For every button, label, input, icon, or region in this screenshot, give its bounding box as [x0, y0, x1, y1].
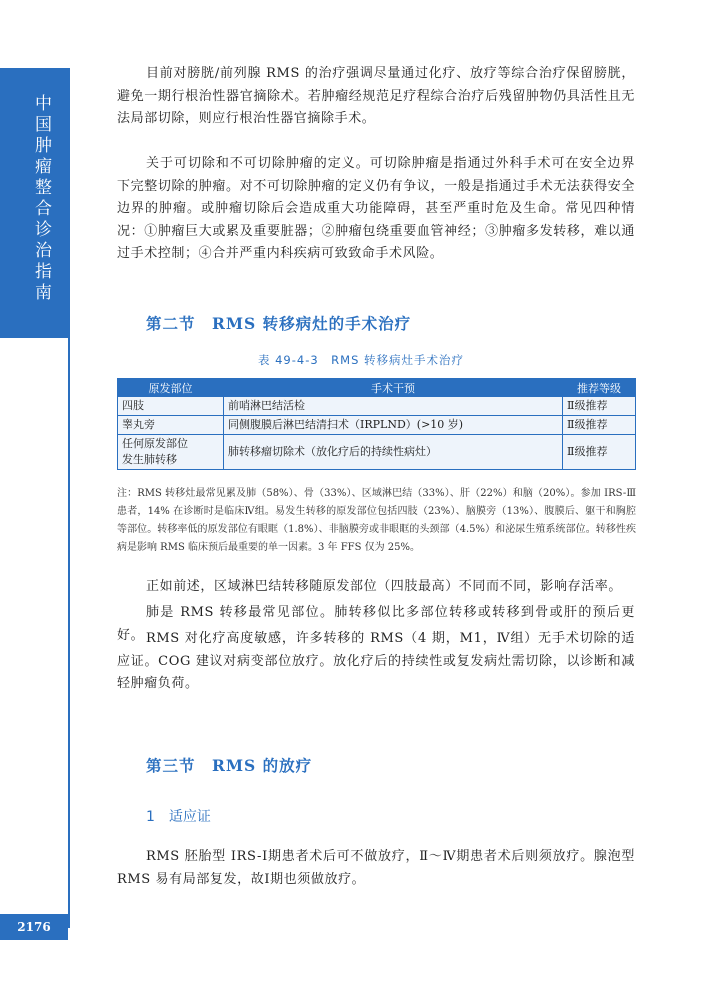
cell-level: Ⅱ级推荐 — [563, 416, 636, 435]
cell-site: 任何原发部位 发生肺转移 — [118, 435, 224, 470]
cell-site: 睾丸旁 — [118, 416, 224, 435]
table-note: 注：RMS 转移灶最常见累及肺（58%）、骨（33%）、区域淋巴结（33%）、肝（22%）和脑（20%）。参加 IRS-Ⅲ患者，14% 在诊断时是临床Ⅳ组。易发生转移的原发部位包括四肢（23%）、脑膜旁（13%）、腹膜后、躯干和胸腔等部位。转移率低的原发部位有眼眶（1.8%）、非脑膜旁或非眼眶的头颈部（4.5%）和泌尿生殖系统部位。转移性疾病是影响 RMS 临床预后最重要的单一因素。3 年 FFS 仅为 25%。 — [117, 488, 636, 553]
metastasis-surgery-table — [117, 378, 636, 470]
paragraph-3: 正如前述，区域淋巴结转移随原发部位（四肢最高）不同而不同，影响存活率。 — [146, 579, 623, 594]
paragraph-6: RMS 胚胎型 IRS-Ⅰ期患者术后可不做放疗，Ⅱ～Ⅳ期患者术后则须放疗。腺泡型 RMS 易有局部复发，故Ⅰ期也须做放疗。 — [117, 849, 635, 887]
paragraph-4: 肺是 RMS 转移最常见部位。肺转移似比多部位转移或转移到骨或肝的预后更好。 — [117, 605, 635, 643]
section-2-heading: 第二节 RMS 转移病灶的手术治疗 — [146, 314, 412, 333]
subsection-indications-heading: 1 适应证 — [146, 809, 211, 825]
paragraph-1: 目前对膀胱/前列腺 RMS 的治疗强调尽量通过化疗、放疗等综合治疗保留膀胱，避免一期行根治性器官摘除术。若肿瘤经规范足疗程综合治疗后残留肿物仍具活性且无法局部切除，则应行根治性器官摘除手术。 — [117, 66, 635, 126]
header-recommendation-level: 推荐等级 — [563, 379, 636, 397]
table-row — [118, 435, 636, 470]
margin-rule — [68, 68, 70, 928]
table-row — [118, 397, 636, 416]
section-3-heading: 第三节 RMS 的放疗 — [146, 756, 313, 775]
cell-intervention: 前哨淋巴结活检 — [224, 397, 563, 416]
header-surgical-intervention: 手术干预 — [224, 379, 563, 397]
sidebar-book-title: 中国肿瘤整合诊治指南 — [31, 94, 51, 304]
table-caption: 表 49-4-3 RMS 转移病灶手术治疗 — [257, 353, 465, 367]
cell-intervention: 肺转移瘤切除术（放化疗后的持续性病灶） — [224, 435, 563, 470]
header-primary-site: 原发部位 — [118, 379, 224, 397]
cell-intervention: 同侧腹膜后淋巴结清扫术（IRPLND）(>10 岁) — [224, 416, 563, 435]
table-header-row — [118, 379, 636, 397]
paragraph-5: RMS 对化疗高度敏感，许多转移的 RMS（4 期，M1，Ⅳ组）无手术切除的适应证。COG 建议对病变部位放疗。放化疗后的持续性或复发病灶需切除，以诊断和减轻肿瘤负荷。 — [117, 631, 635, 691]
page-number: 2176 — [0, 914, 68, 940]
cell-level: Ⅱ级推荐 — [563, 397, 636, 416]
paragraph-2: 关于可切除和不可切除肿瘤的定义。可切除肿瘤是指通过外科手术可在安全边界下完整切除的肿瘤。对不可切除肿瘤的定义仍有争议，一般是指通过手术无法获得安全边界的肿瘤。或肿瘤切除后会造成重大功能障碍，甚至严重时危及生命。常见四种情况：①肿瘤巨大或累及重要脏器；②肿瘤包绕重要血管神经；③肿瘤多发转移，难以通过手术控制；④合并严重内科疾病可致致命手术风险。 — [117, 156, 635, 261]
table-row — [118, 416, 636, 435]
cell-level: Ⅱ级推荐 — [563, 435, 636, 470]
cell-site: 四肢 — [118, 397, 224, 416]
